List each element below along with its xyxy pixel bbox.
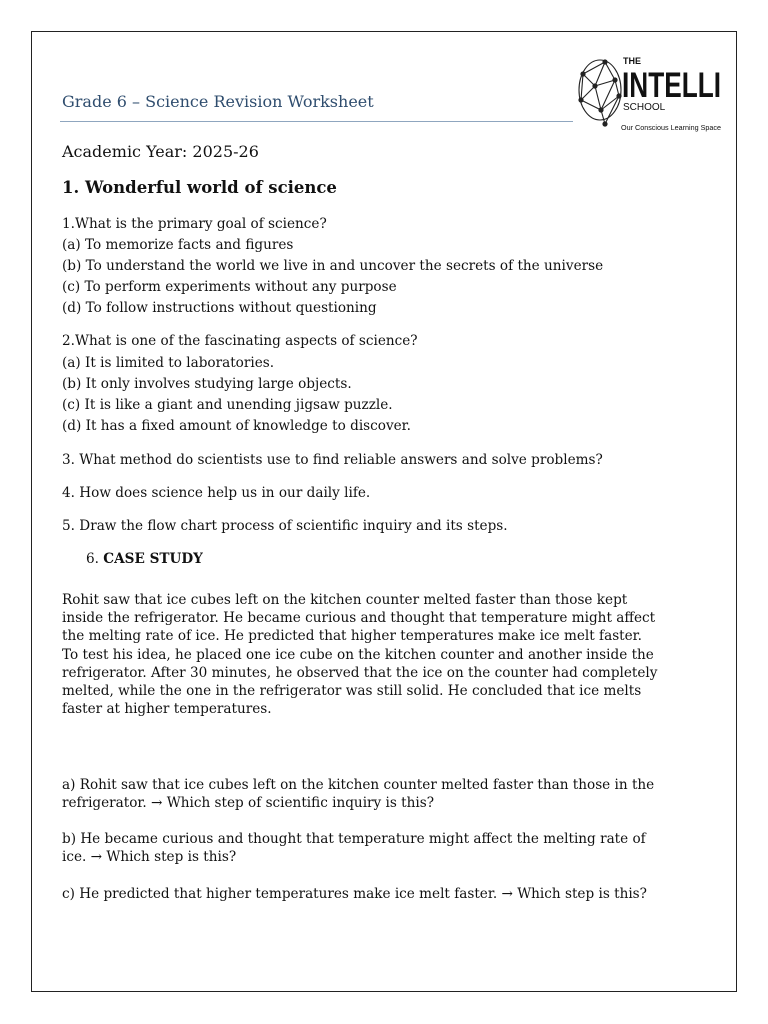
case-question-b: b) He became curious and thought that temperature might affect the melting rate of ice. → Which step is this? (62, 831, 646, 866)
question-3: 3. What method do scientists use to find reliable answers and solve problems? (62, 452, 603, 468)
q2-option-b: (b) It only involves studying large objects. (62, 376, 352, 392)
logo-tagline: Our Conscious Learning Space (621, 123, 721, 132)
case-study-label: CASE STUDY (103, 551, 203, 567)
q1-option-a: (a) To memorize facts and figures (62, 237, 294, 253)
header-divider (60, 121, 573, 122)
logo-sub-text: SCHOOL (623, 102, 666, 113)
q1-option-d: (d) To follow instructions without questioning (62, 300, 377, 316)
academic-year: Academic Year: 2025-26 (62, 142, 259, 161)
question-2: 2.What is one of the fascinating aspects of science? (62, 333, 418, 349)
case-study-number: 6. (86, 551, 104, 567)
case-question-c: c) He predicted that higher temperatures make ice melt faster. → Which step is this? (62, 886, 647, 902)
q1-option-b: (b) To understand the world we live in and uncover the secrets of the universe (62, 258, 604, 274)
logo-main-text: INTELLI (622, 66, 721, 105)
logo-top-text: THE (623, 56, 641, 66)
worksheet-title: Grade 6 – Science Revision Worksheet (62, 92, 374, 111)
question-4: 4. How does science help us in our daily life. (62, 485, 371, 501)
case-question-a: a) Rohit saw that ice cubes left on the kitchen counter melted faster than those in the refrigerator. → Which step of scientific inquiry is this? (62, 777, 655, 812)
case-study-heading (86, 551, 203, 567)
brain-network-icon (575, 52, 725, 134)
q1-option-c: (c) To perform experiments without any purpose (62, 279, 397, 295)
question-5: 5. Draw the flow chart process of scientific inquiry and its steps. (62, 518, 508, 534)
q2-option-a: (a) It is limited to laboratories. (62, 355, 275, 371)
case-study-passage: Rohit saw that ice cubes left on the kitchen counter melted faster than those kept inside the refrigerator. He became curious and thought that temperature might affect the melting rate of ice. He predicted that higher temperatures make ice melt faster. To test his idea, he placed one ice cube on the kitchen counter and another inside the refrigerator. After 30 minutes, he observed that the ice on the counter had completely melted, while the one in the refrigerator was still solid. He concluded that ice melts faster at higher temperatures. (62, 592, 658, 718)
section-heading: 1. Wonderful world of science (62, 178, 337, 197)
question-1: 1.What is the primary goal of science? (62, 216, 327, 232)
q2-option-d: (d) It has a fixed amount of knowledge to discover. (62, 418, 411, 434)
q2-option-c: (c) It is like a giant and unending jigsaw puzzle. (62, 397, 393, 413)
school-logo (575, 52, 725, 134)
